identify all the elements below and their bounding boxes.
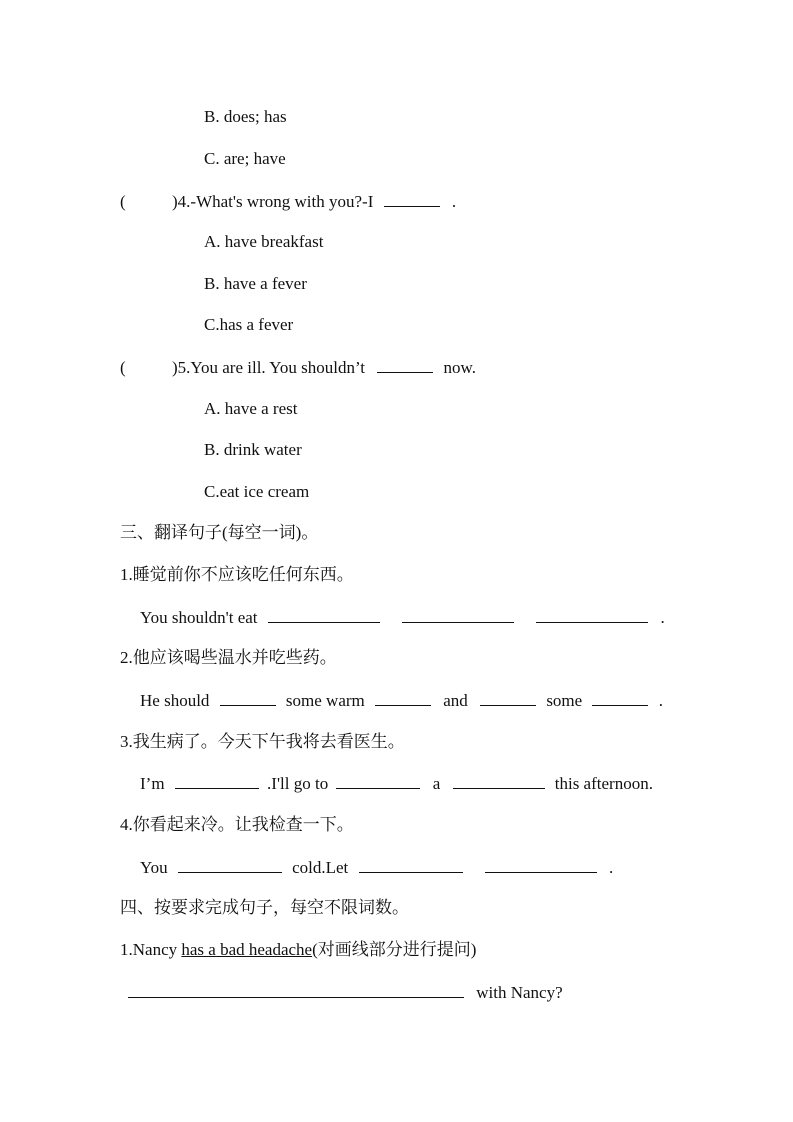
- s3-2-word-2: and: [443, 691, 468, 710]
- s3-2-start: He should: [140, 691, 210, 710]
- answer-blank[interactable]: [336, 772, 420, 789]
- s3-4-end: .: [609, 858, 614, 877]
- section-3-heading: 三、翻译句子(每空一词)。: [120, 523, 319, 542]
- s3-1-end: .: [660, 608, 665, 627]
- answer-blank[interactable]: [175, 772, 259, 789]
- answer-blank[interactable]: [268, 606, 380, 623]
- answer-blank[interactable]: [128, 981, 464, 998]
- s4-1-subject: 1.Nancy: [120, 940, 178, 959]
- answer-paren-open: (: [120, 192, 126, 211]
- s3-4-word-1: cold.Let: [292, 858, 349, 877]
- answer-blank[interactable]: [480, 689, 536, 706]
- s3-1-start: You shouldn't eat: [140, 608, 258, 627]
- question-4: [120, 190, 456, 213]
- q4-option-b: B. have a fever: [204, 274, 307, 293]
- s3-4-start: You: [140, 858, 168, 877]
- question-5-end: now.: [443, 358, 476, 377]
- answer-blank[interactable]: [359, 856, 463, 873]
- s4-1-answer-end: with Nancy?: [476, 983, 563, 1002]
- section-4-heading: 四、按要求完成句子，每空不限词数。: [120, 898, 409, 917]
- q3-option-b: B. does; has: [204, 107, 287, 126]
- s3-3-english: [140, 772, 653, 795]
- s3-3-start: I’m: [140, 774, 165, 793]
- s3-2-word-3: some: [546, 691, 583, 710]
- question-4-stem: 4.-What's wrong with you?-I: [177, 192, 374, 211]
- answer-blank[interactable]: [592, 689, 648, 706]
- answer-paren-close: ): [172, 192, 178, 211]
- s3-3-word-3: this afternoon.: [554, 774, 653, 793]
- s3-4-english: [140, 856, 613, 879]
- s3-2-end: .: [658, 691, 663, 710]
- s3-1-english: [140, 606, 665, 629]
- answer-blank[interactable]: [402, 606, 514, 623]
- answer-blank[interactable]: [375, 689, 431, 706]
- answer-blank[interactable]: [453, 772, 545, 789]
- answer-paren-close: ): [172, 358, 178, 377]
- s3-3-word-1: .I'll go to: [267, 774, 329, 793]
- s4-1-underlined: has a bad headache: [181, 940, 313, 959]
- answer-blank[interactable]: [178, 856, 282, 873]
- answer-blank[interactable]: [485, 856, 597, 873]
- q3-option-c: C. are; have: [204, 149, 286, 168]
- s3-4-chinese: 4.你看起来冷。让我检查一下。: [120, 815, 354, 834]
- question-5: [120, 356, 476, 379]
- q4-option-c: C.has a fever: [204, 315, 294, 334]
- question-4-end: .: [451, 192, 457, 211]
- s3-1-chinese: 1.睡觉前你不应该吃任何东西。: [120, 565, 354, 584]
- s3-2-english: [140, 689, 663, 712]
- s3-2-word-1: some warm: [285, 691, 365, 710]
- s4-1-answer: [128, 981, 563, 1004]
- s3-2-chinese: 2.他应该喝些温水并吃些药。: [120, 648, 337, 667]
- answer-blank[interactable]: [377, 356, 433, 373]
- answer-blank[interactable]: [384, 190, 440, 207]
- answer-blank[interactable]: [536, 606, 648, 623]
- q5-option-a: A. have a rest: [204, 399, 298, 418]
- answer-blank[interactable]: [220, 689, 276, 706]
- question-5-stem: 5.You are ill. You shouldn’t: [177, 358, 366, 377]
- s4-1-sentence: [120, 939, 476, 961]
- s3-3-chinese: 3.我生病了。今天下午我将去看医生。: [120, 732, 405, 751]
- s3-3-word-2: a: [432, 774, 441, 793]
- answer-paren-open: (: [120, 358, 126, 377]
- q4-option-a: A. have breakfast: [204, 232, 324, 251]
- s4-1-note: (对画线部分进行提问): [312, 940, 477, 959]
- q5-option-c: C.eat ice cream: [204, 482, 310, 501]
- q5-option-b: B. drink water: [204, 440, 302, 459]
